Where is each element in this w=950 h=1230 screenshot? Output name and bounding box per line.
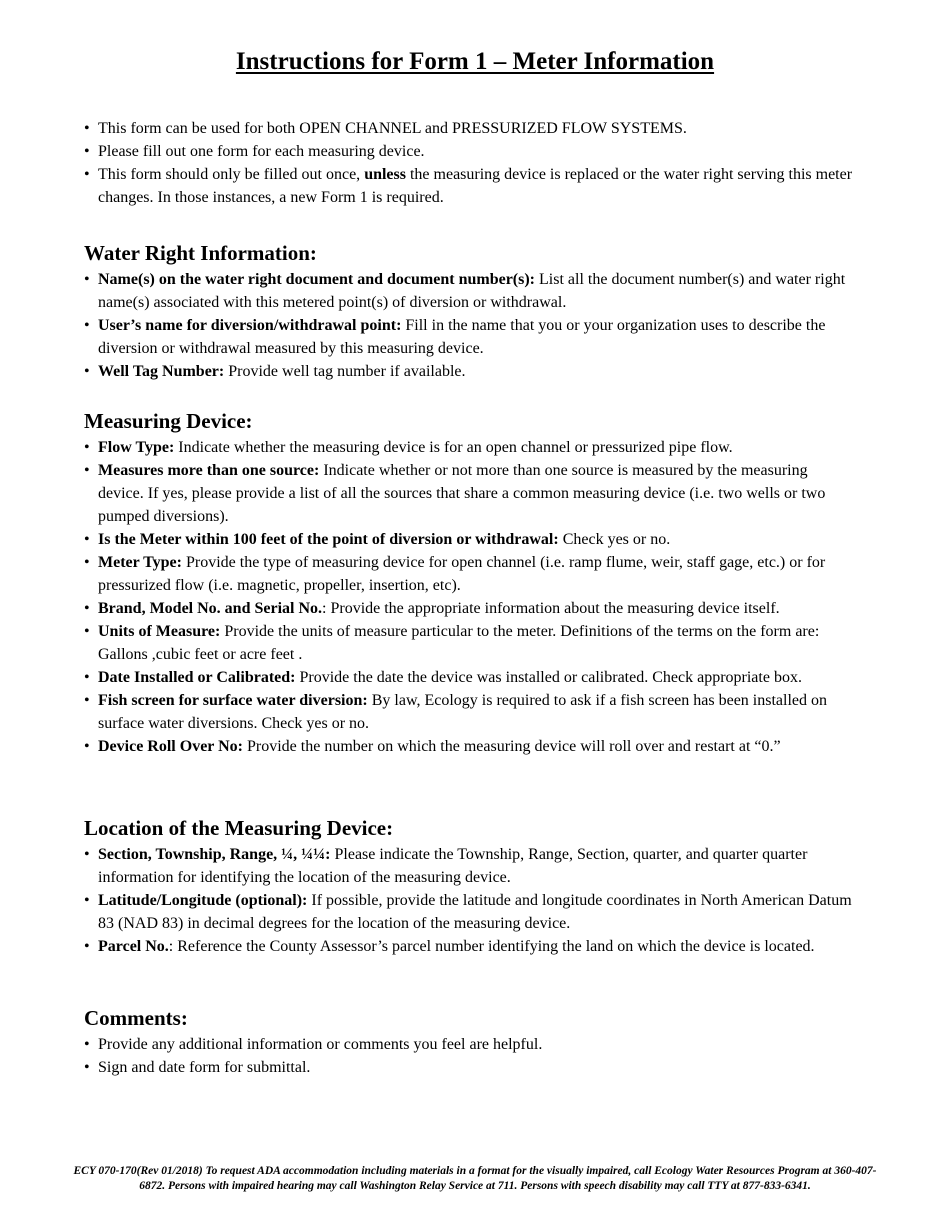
page-title: Instructions for Form 1 – Meter Information <box>235 48 715 75</box>
list-item: • Measures more than one source: Indicate whether or not more than one source is measured by the measuring device. If yes, please provide a list of all the sources that share a common measuring device (i.e. two wells or two pumped diversions). <box>84 459 854 528</box>
list-item: • Latitude/Longitude (optional): If possible, provide the latitude and longitude coordinates in North American Datum 83 (NAD 83) in decimal degrees for the location of the measuring device. <box>84 889 854 935</box>
bullet-icon: • <box>84 166 90 183</box>
intro-section <box>84 117 854 209</box>
bullet-icon: • <box>84 669 90 686</box>
list-item: • Meter Type: Provide the type of measuring device for open channel (i.e. ramp flume, weir, staff gage, etc.) or for pressurized flow (i.e. magnetic, propeller, insertion, etc). <box>84 551 854 597</box>
location-section <box>84 815 854 958</box>
bullet-icon: • <box>84 143 90 160</box>
bullet-icon: • <box>84 600 90 617</box>
bullet-icon: • <box>84 554 90 571</box>
bullet-icon: • <box>84 846 90 863</box>
list-item: • Device Roll Over No: Provide the number on which the measuring device will roll over and restart at “0.” <box>84 735 854 758</box>
list-item: • Brand, Model No. and Serial No.: Provide the appropriate information about the measuring device itself. <box>84 597 854 620</box>
bullet-icon: • <box>84 271 90 288</box>
list-item: • Sign and date form for submittal. <box>84 1056 854 1079</box>
bullet-icon: • <box>84 623 90 640</box>
list-item: • Is the Meter within 100 feet of the point of diversion or withdrawal: Check yes or no. <box>84 528 854 551</box>
bullet-icon: • <box>84 1036 90 1053</box>
bullet-icon: • <box>84 892 90 909</box>
list-item: • Date Installed or Calibrated: Provide the date the device was installed or calibrated. Check appropriate box. <box>84 666 854 689</box>
list-item: • Well Tag Number: Provide well tag number if available. <box>84 360 854 383</box>
location-list <box>84 843 854 958</box>
list-item: • User’s name for diversion/withdrawal point: Fill in the name that you or your organization uses to describe the diversion or withdrawal measured by this measuring device. <box>84 314 854 360</box>
bullet-icon: • <box>84 317 90 334</box>
list-item: • Units of Measure: Provide the units of measure particular to the meter. Definitions of the terms on the form are: Gallons ,cubic feet or acre feet . <box>84 620 854 666</box>
list-item: • Section, Township, Range, ¼, ¼¼: Please indicate the Township, Range, Section, quarter, and quarter quarter information for identifying the location of the measuring device. <box>84 843 854 889</box>
bullet-icon: • <box>84 1059 90 1076</box>
list-item: • Name(s) on the water right document and document number(s): List all the document number(s) and water right name(s) associated with this metered point(s) of diversion or withdrawal. <box>84 268 854 314</box>
list-item: • This form can be used for both OPEN CHANNEL and PRESSURIZED FLOW SYSTEMS. <box>84 117 854 140</box>
bullet-icon: • <box>84 120 90 137</box>
bullet-icon: • <box>84 692 90 709</box>
list-item: • Parcel No.: Reference the County Assessor’s parcel number identifying the land on which the device is located. <box>84 935 854 958</box>
water-right-section <box>84 240 854 383</box>
bullet-icon: • <box>84 738 90 755</box>
intro-list <box>84 117 854 209</box>
bullet-icon: • <box>84 363 90 380</box>
bullet-icon: • <box>84 531 90 548</box>
bullet-icon: • <box>84 462 90 479</box>
section-heading: Measuring Device: <box>84 409 253 433</box>
bullet-icon: • <box>84 439 90 456</box>
bullet-icon: • <box>84 938 90 955</box>
section-heading: Comments: <box>84 1006 188 1030</box>
measuring-device-list <box>84 436 854 758</box>
list-item: • This form should only be filled out once, unless the measuring device is replaced or the water right serving this meter changes. In those instances, a new Form 1 is required. <box>84 163 854 209</box>
list-item: • Fish screen for surface water diversion: By law, Ecology is required to ask if a fish screen has been installed on surface water diversions. Check yes or no. <box>84 689 854 735</box>
section-heading: Water Right Information: <box>84 241 317 265</box>
comments-section <box>84 1005 854 1079</box>
list-item: • Flow Type: Indicate whether the measuring device is for an open channel or pressurized pipe flow. <box>84 436 854 459</box>
list-item: • Provide any additional information or comments you feel are helpful. <box>84 1033 854 1056</box>
water-right-list <box>84 268 854 383</box>
measuring-device-section <box>84 408 854 758</box>
footer-note: ECY 070-170(Rev 01/2018) To request ADA accommodation including materials in a format for the visually impaired, call Ecology Water Resources Program at 360-407-6872. Persons with impaired hearing may call Washington Relay Service at 711. Persons with speech disability may call TTY at 877-833-6341. <box>73 1165 877 1192</box>
list-item: • Please fill out one form for each measuring device. <box>84 140 854 163</box>
comments-list <box>84 1033 854 1079</box>
section-heading: Location of the Measuring Device: <box>84 816 394 840</box>
